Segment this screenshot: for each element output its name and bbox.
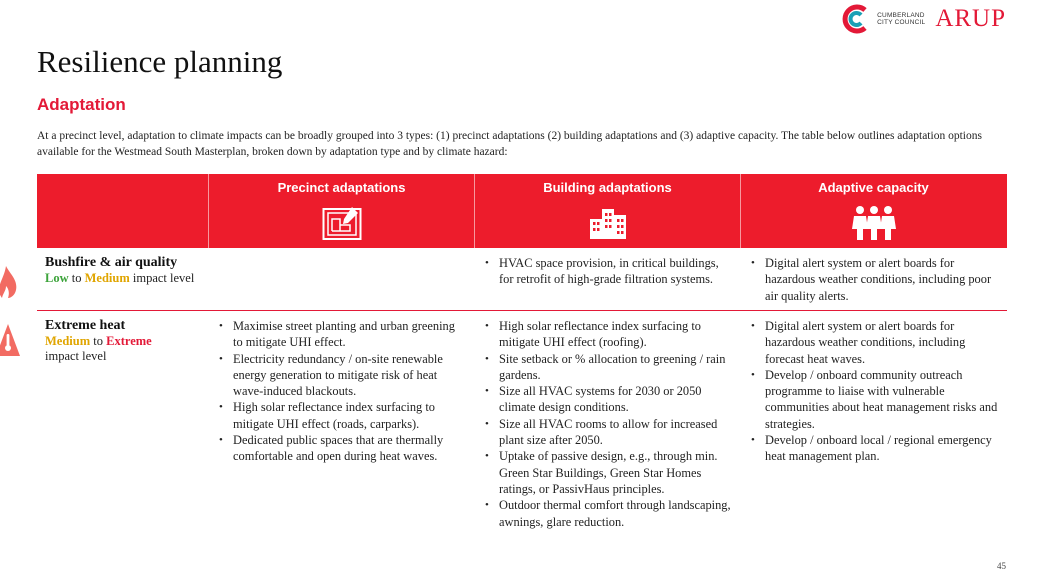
list-item: • High solar reflectance index surfacing to mitigate UHI effect (roofing).	[499, 318, 732, 351]
impact-level-from: Low	[45, 271, 69, 285]
adaptation-table	[37, 174, 1007, 539]
list-item: • Digital alert system or alert boards for hazardous weather conditions, including poor air quality alerts.	[765, 255, 998, 304]
impact-level-joiner: to	[90, 334, 107, 348]
list-item: • Outdoor thermal comfort through landscaping, awnings, glare reduction.	[499, 497, 732, 530]
hazard-name: Bushfire & air quality	[45, 255, 178, 270]
fire-icon	[0, 262, 20, 300]
table-header	[37, 174, 1007, 248]
column-label-precinct: Precinct adaptations	[277, 180, 406, 195]
table-header-blank	[37, 174, 208, 248]
impact-level-suffix: impact level	[45, 349, 107, 363]
precinct-cell	[208, 311, 474, 539]
list-item: • HVAC space provision, in critical buildings, for retrofit of high-grade filtration systems.	[499, 255, 732, 288]
table-row	[37, 311, 1007, 539]
cumberland-logo-mark	[839, 2, 873, 36]
capacity-cell	[740, 248, 1006, 310]
impact-level-to: Extreme	[106, 334, 152, 348]
precinct-cell	[208, 248, 474, 310]
building-cell	[474, 311, 740, 539]
hazard-cell	[37, 311, 208, 539]
impact-level-to: Medium	[84, 271, 130, 285]
section-subtitle: Adaptation	[37, 95, 126, 114]
building-list	[482, 255, 732, 288]
column-label-building: Building adaptations	[543, 180, 672, 195]
capacity-list	[748, 255, 998, 304]
council-name-line2: CITY COUNCIL	[877, 19, 926, 26]
list-item: • Electricity redundancy / on-site renewable energy generation to mitigate risk of heat wave-induced blackouts.	[233, 351, 466, 400]
list-item: • Size all HVAC systems for 2030 or 2050 climate design conditions.	[499, 383, 732, 416]
impact-level	[45, 271, 200, 286]
council-name-line1: CUMBERLAND	[877, 12, 925, 19]
impact-level-joiner: to	[68, 271, 85, 285]
intro-paragraph: At a precinct level, adaptation to climate impacts can be broadly grouped into 3 types: (1) precinct adaptations (2) building adaptations and (3) adaptive capacity. The table below outlines adaptation options available for the Westmead South Masterplan, broken down by adaptation type and by climate hazard:	[37, 130, 982, 158]
table-row	[37, 248, 1007, 311]
arup-logo: ARUP	[935, 5, 1006, 32]
hazard-cell	[37, 248, 208, 310]
list-item: • Dedicated public spaces that are thermally comfortable and open during heat waves.	[233, 432, 466, 465]
capacity-cell	[740, 311, 1006, 539]
hazard-name: Extreme heat	[45, 318, 126, 333]
thermometer-warning-icon	[0, 320, 22, 358]
column-header-building	[474, 174, 740, 248]
list-item: • Maximise street planting and urban greening to mitigate UHI effect.	[233, 318, 466, 351]
column-label-capacity: Adaptive capacity	[818, 180, 929, 195]
people-icon	[852, 205, 896, 241]
page-title: Resilience planning	[37, 44, 283, 79]
impact-level	[45, 334, 200, 364]
building-cell	[474, 248, 740, 310]
header-logos	[839, 2, 1006, 36]
list-item: • Digital alert system or alert boards for hazardous weather conditions, including forecast heat waves.	[765, 318, 998, 367]
buildings-icon	[588, 205, 628, 241]
column-header-precinct	[208, 174, 474, 248]
list-item: • Size all HVAC rooms to allow for increased plant size after 2050.	[499, 416, 732, 449]
list-item: • Develop / onboard local / regional emergency heat management plan.	[765, 432, 998, 465]
list-item: • Develop / onboard community outreach programme to liaise with vulnerable communities about heat management risks and strategies.	[765, 367, 998, 432]
column-header-capacity	[740, 174, 1006, 248]
capacity-list	[748, 318, 998, 465]
precinct-list	[216, 318, 466, 465]
building-list	[482, 318, 732, 530]
impact-level-from: Medium	[45, 334, 91, 348]
page-number: 45	[997, 561, 1006, 571]
blueprint-icon	[322, 205, 362, 241]
cumberland-logo	[839, 2, 925, 36]
list-item: • High solar reflectance index surfacing to mitigate UHI effect (roads, carparks).	[233, 399, 466, 432]
impact-level-suffix: impact level	[129, 271, 195, 285]
list-item: • Uptake of passive design, e.g., through min. Green Star Buildings, Green Star Homes ratings, or PassivHaus principles.	[499, 448, 732, 497]
list-item: • Site setback or % allocation to greening / rain gardens.	[499, 351, 732, 384]
